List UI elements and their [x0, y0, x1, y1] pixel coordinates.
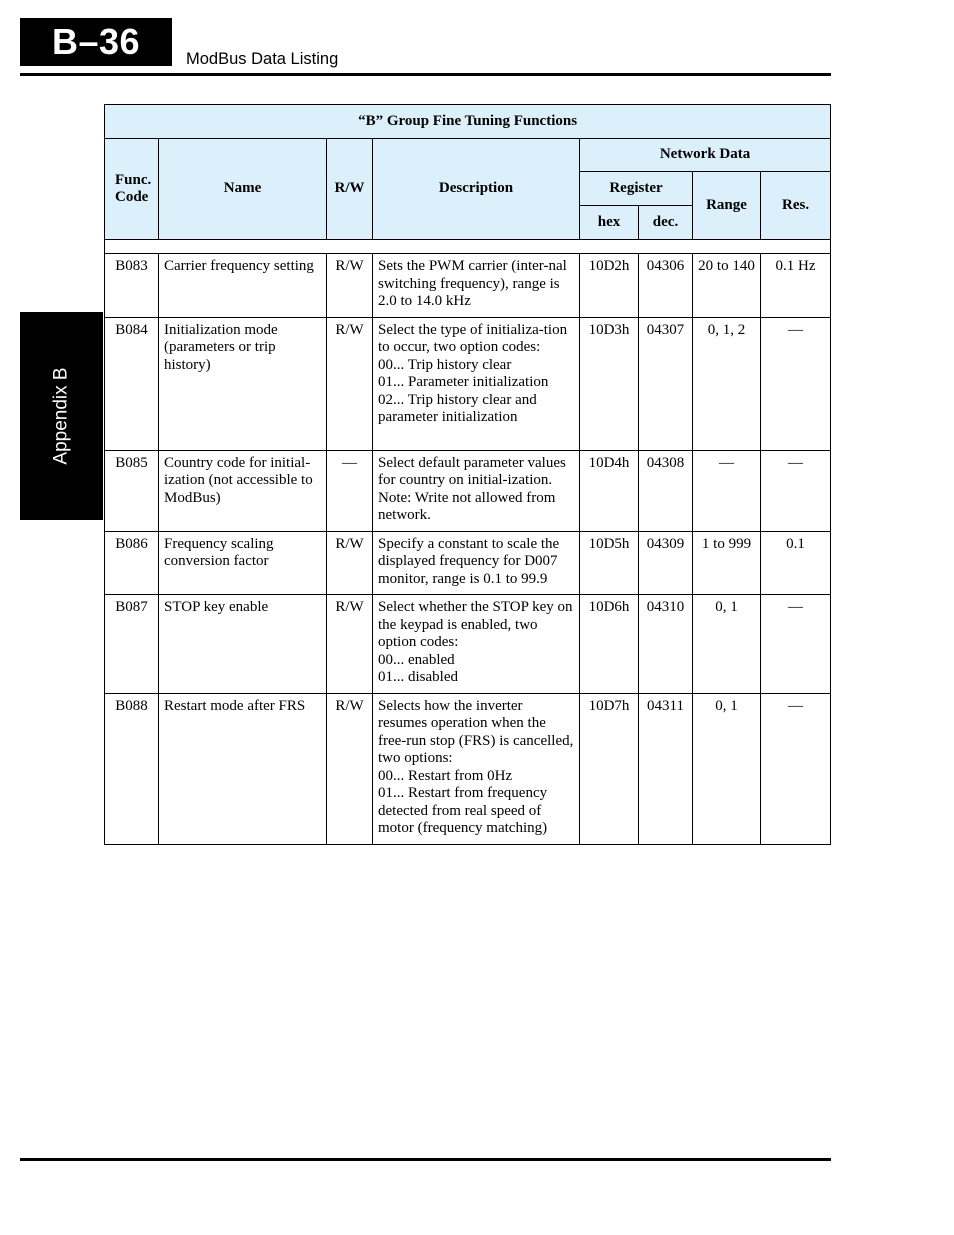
hex-cell: 10D6h — [580, 595, 639, 694]
table-row — [105, 317, 831, 450]
res-cell: 0.1 Hz — [761, 254, 831, 318]
appendix-side-tab — [20, 312, 103, 520]
header-rule — [20, 73, 831, 76]
rw-cell: R/W — [327, 595, 373, 694]
description-cell — [373, 450, 580, 531]
func-code-cell: B085 — [105, 450, 159, 531]
rw-cell: R/W — [327, 531, 373, 595]
table-row — [105, 693, 831, 844]
table-row — [105, 595, 831, 694]
description-line: Select default parameter values for country on initial-ization. Note: Write not allowed from network. — [378, 454, 566, 523]
dec-cell: 04311 — [639, 693, 693, 844]
func-code-cell: B084 — [105, 317, 159, 450]
range-cell: 20 to 140 — [693, 254, 761, 318]
name-cell: Restart mode after FRS — [159, 693, 327, 844]
header-name: Name — [159, 139, 327, 240]
func-code-cell: B087 — [105, 595, 159, 694]
table-row — [105, 254, 831, 318]
description-line: Specify a constant to scale the displayed frequency for D007 monitor, range is 0.1 to 99.9 — [378, 535, 560, 587]
header-range: Range — [693, 172, 761, 240]
res-cell: — — [761, 450, 831, 531]
page-number-badge — [20, 18, 172, 66]
name-cell: Frequency scaling conversion factor — [159, 531, 327, 595]
rw-cell: — — [327, 450, 373, 531]
hex-cell: 10D4h — [580, 450, 639, 531]
header-func-code: Func. Code — [105, 139, 159, 240]
description-option: 00... Restart from 0Hz — [378, 767, 513, 784]
description-cell — [373, 693, 580, 844]
rw-cell: R/W — [327, 254, 373, 318]
table-title: “B” Group Fine Tuning Functions — [105, 105, 831, 139]
table-row — [105, 531, 831, 595]
dec-cell: 04308 — [639, 450, 693, 531]
res-cell: — — [761, 317, 831, 450]
page-number: B–36 — [51, 21, 141, 62]
description-option: 00... enabled — [378, 651, 455, 668]
table-row — [105, 450, 831, 531]
dec-cell: 04307 — [639, 317, 693, 450]
header-res: Res. — [761, 172, 831, 240]
func-code-cell: B088 — [105, 693, 159, 844]
fine-tuning-functions-table — [104, 104, 831, 845]
dec-cell: 04309 — [639, 531, 693, 595]
table-body — [105, 254, 831, 845]
description-cell — [373, 595, 580, 694]
range-cell: 0, 1 — [693, 693, 761, 844]
range-cell: 1 to 999 — [693, 531, 761, 595]
hex-cell: 10D2h — [580, 254, 639, 318]
header-register: Register — [580, 172, 693, 206]
header-hex: hex — [580, 206, 639, 240]
section-title: ModBus Data Listing — [186, 50, 339, 68]
description-option: 00... Trip history clear — [378, 356, 512, 373]
name-cell: Carrier frequency setting — [159, 254, 327, 318]
header-dec: dec. — [639, 206, 693, 240]
description-line: Select whether the STOP key on the keypad is enabled, two option codes: — [378, 599, 573, 650]
res-cell: — — [761, 693, 831, 844]
footer-rule — [20, 1158, 831, 1161]
description-option: 01... Parameter initialization — [378, 374, 549, 390]
description-option: 02... Trip history clear and parameter initialization — [378, 391, 537, 425]
description-line: Selects how the inverter resumes operation when the free-run stop (FRS) is cancelled, two options: — [378, 697, 574, 766]
res-cell: — — [761, 595, 831, 694]
dec-cell: 04310 — [639, 595, 693, 694]
func-code-cell: B086 — [105, 531, 159, 595]
rw-cell: R/W — [327, 693, 373, 844]
appendix-side-tab-label: Appendix B — [50, 367, 72, 465]
name-cell: Initialization mode (parameters or trip history) — [159, 317, 327, 450]
name-cell: Country code for initial-ization (not accessible to ModBus) — [159, 450, 327, 531]
range-cell: 0, 1 — [693, 595, 761, 694]
description-cell — [373, 317, 580, 450]
description-option: 01... Restart from frequency detected from real speed of motor (frequency matching) — [378, 785, 548, 836]
header-description: Description — [373, 139, 580, 240]
description-cell — [373, 531, 580, 595]
hex-cell: 10D3h — [580, 317, 639, 450]
rw-cell: R/W — [327, 317, 373, 450]
description-cell — [373, 254, 580, 318]
description-option: 01... disabled — [378, 669, 458, 685]
range-cell: 0, 1, 2 — [693, 317, 761, 450]
description-line: Select the type of initializa-tion to occur, two option codes: — [378, 321, 568, 355]
name-cell: STOP key enable — [159, 595, 327, 694]
header-rw: R/W — [327, 139, 373, 240]
description-line: Sets the PWM carrier (inter-nal switching frequency), range is 2.0 to 14.0 kHz — [378, 258, 567, 309]
hex-cell: 10D7h — [580, 693, 639, 844]
dec-cell: 04306 — [639, 254, 693, 318]
header-network-data: Network Data — [580, 139, 831, 172]
func-code-cell: B083 — [105, 254, 159, 318]
hex-cell: 10D5h — [580, 531, 639, 595]
res-cell: 0.1 — [761, 531, 831, 595]
range-cell: — — [693, 450, 761, 531]
